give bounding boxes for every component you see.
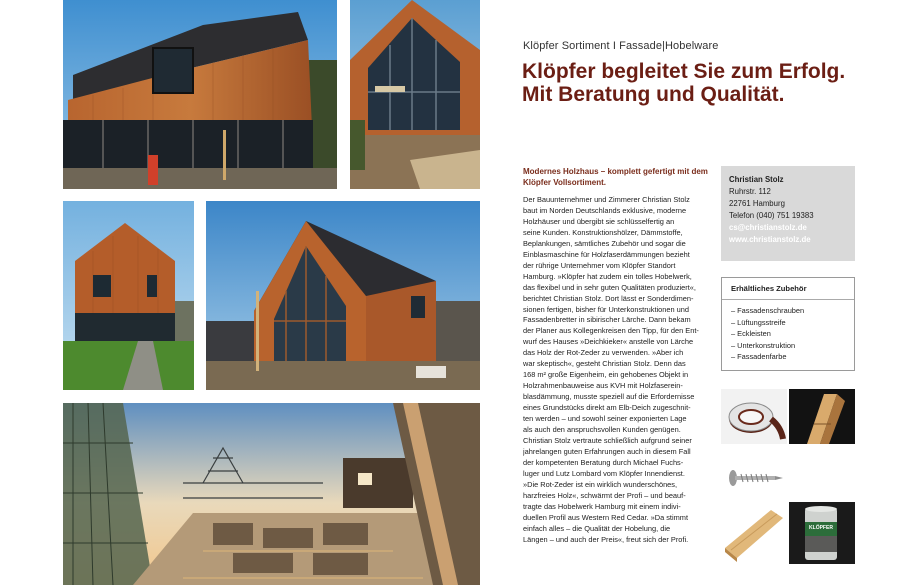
page-headline xyxy=(522,60,902,106)
body-line: sionen fertigen, bisher für Unterkonstruktionen und xyxy=(523,304,689,314)
body-line: Holzrahmenbauweise aus KVH mit Holzfaserein- xyxy=(523,381,683,391)
accessories-box xyxy=(721,277,855,371)
contact-phone: Telefon (040) 751 19383 xyxy=(729,211,814,220)
body-line: Längen – und auch der Preis«, freut sich der Profi. xyxy=(523,534,689,544)
photo-house-front xyxy=(63,0,337,189)
body-line: das Holz der Rot-Zeder zu verwenden. »Aber ich xyxy=(523,348,684,358)
photo-construction-sunset xyxy=(63,403,480,585)
body-line: harzfreies Holz«, schwärmt der Profi – und beauf- xyxy=(523,490,686,500)
body-line: war skeptisch«, gesteht Christian Stolz. Denn das xyxy=(523,359,686,369)
body-line: Der Bauunternehmer und Zimmerer Christian Stolz xyxy=(523,195,690,204)
body-line: das flexibel und in sehr guten Qualitäten produziert«, xyxy=(523,282,696,292)
body-line: Holzhäuser und übergibt sie schlüsselfertig an xyxy=(523,216,675,226)
list-item: – Eckleisten xyxy=(731,329,771,338)
breadcrumb: Klöpfer Sortiment I Fassade|Hobelware xyxy=(523,40,719,52)
contact-email-link[interactable]: cs@christianstolz.de xyxy=(729,223,807,232)
body-line: 168 m² große Eigenheim, ein gehobenes Objekt in xyxy=(523,370,689,380)
body-line: der kompetenten Beratung durch Michael Fuchs- xyxy=(523,457,684,467)
divider xyxy=(722,299,854,300)
list-item: – Lüftungsstreife xyxy=(731,317,786,327)
product-paint-can xyxy=(789,502,855,564)
body-line: Christian Stolz vertraute schließlich aufgrund seiner xyxy=(523,435,692,445)
body-line: luger und Lutz Lombard vom Klöpfer Innendienst. xyxy=(523,468,685,478)
product-tape-roll xyxy=(721,389,787,444)
body-line: seine Kunden. Konstruktionshölzer, Dämmstoffe, xyxy=(523,227,683,237)
body-line: Einblasmaschine für Holzfaserdämmungen bezieht xyxy=(523,249,690,259)
paint-can-label: KLÖPFER xyxy=(809,525,833,531)
list-item: – Fassadenfarbe xyxy=(731,352,787,361)
body-line: wurf des Hauses »Deichkieker« anstelle von Lärche xyxy=(523,337,694,347)
body-line: Hamburg. »Klöpfer hat zudem ein tolles Hobelwerk, xyxy=(523,271,692,281)
body-line: baut im Norden Deutschlands exklusive, moderne xyxy=(523,205,687,215)
body-line: blasdämmung, musste speziell auf die Erfordernisse xyxy=(523,392,695,402)
body-line: »Die Rot-Zeder ist ein wirklich wunderschönes, xyxy=(523,479,678,489)
photo-house-glass-facade xyxy=(206,201,480,390)
product-batten xyxy=(721,502,787,564)
contact-web-link[interactable]: www.christianstolz.de xyxy=(729,235,811,244)
body-line: der Planer aus Kollegenkreisen den Tipp, für den Ent- xyxy=(523,326,699,336)
body-line: tragte das Hobelwerk Hamburg mit einem indivi- xyxy=(523,501,681,511)
headline-line: Klöpfer begleitet Sie zum Erfolg. xyxy=(522,60,846,83)
body-line: duellen Profil aus Western Red Cedar. »Da stimmt xyxy=(523,512,688,522)
accessories-title: Erhältliches Zubehör xyxy=(731,284,807,293)
article-body xyxy=(523,195,713,546)
body-line: berichtet Christian Stolz. Dort lässt er Sonderdimen- xyxy=(523,293,694,303)
list-item: – Fassadenschrauben xyxy=(731,306,805,315)
body-line: einfach alles – die Qualität der Hobelung, die xyxy=(523,523,671,533)
contact-city: 22761 Hamburg xyxy=(729,199,785,208)
article-lead: Modernes Holzhaus – komplett gefertigt mit dem Klöpfer Vollsortiment. xyxy=(523,167,708,187)
contact-name: Christian Stolz xyxy=(729,175,784,184)
headline-line: Mit Beratung und Qualität. xyxy=(522,83,785,106)
body-line: Beplankungen, sämtliches Zubehör und sogar die xyxy=(523,238,686,248)
product-facade-screw xyxy=(721,451,787,506)
body-line: der rührige Unternehmer vom Klöpfer Standort xyxy=(523,260,676,270)
photo-house-side xyxy=(63,201,194,390)
contact-box xyxy=(721,166,855,261)
body-line: ten werden – und sowohl seiner exponierten Lage xyxy=(523,414,687,424)
contact-street: Ruhrstr. 112 xyxy=(729,187,771,196)
body-line: Fassadenbretter in sibirischer Lärche. Dann bekam xyxy=(523,315,691,325)
body-line: eines Grundstücks direkt am Elb-Deich zugeschnit- xyxy=(523,403,691,413)
accessories-list xyxy=(731,305,845,363)
photo-house-gable xyxy=(350,0,480,189)
body-line: als auch den anspruchsvollen Kunden genügen. xyxy=(523,425,681,435)
list-item: – Unterkonstruktion xyxy=(731,340,796,350)
body-line: jahrelangen guten Erfahrungen auch in diesem Fall xyxy=(523,446,691,456)
product-corner-profile xyxy=(789,389,855,444)
